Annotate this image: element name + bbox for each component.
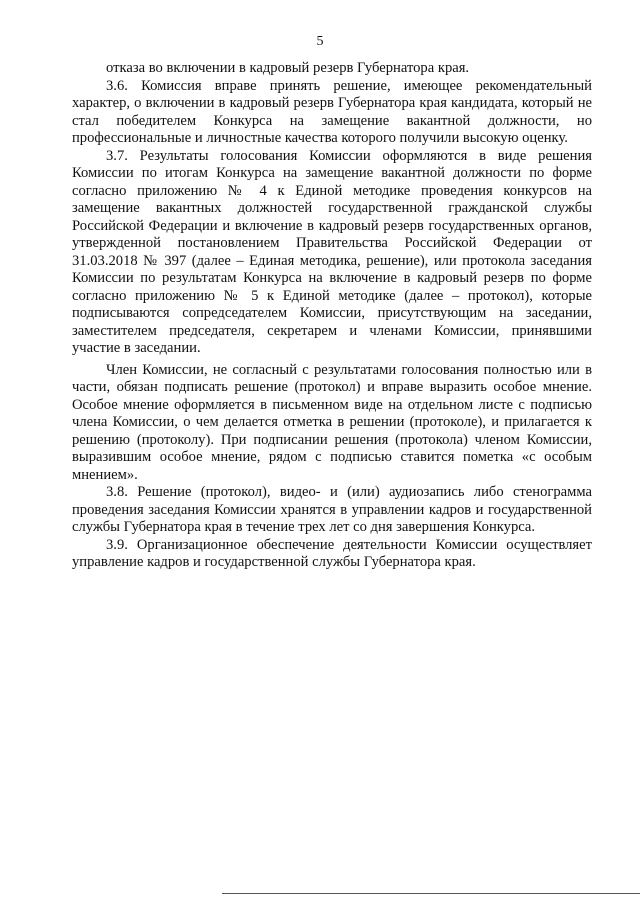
paragraph-continuation: отказа во включении в кадровый резерв Губернатора края.: [106, 60, 470, 76]
paragraph-3-7: 3.7. Результаты голосования Комиссии оформляются в виде решения Комиссии по итогам Конкурса на замещение вакантной должности по форме согласно приложению № 4 к Единой методике проведения конкурсов на замещение вакантных должностей государственной гражданской службы Российской Федерации и включение в кадровый резерв государственных органов, утвержденной постановлением Правительства Российской Федерации от 31.03.2018 № 397 (далее – Единая методика, решение), или протокола заседания Комиссии по результатам Конкурса на включение в кадровый резерв по форме согласно приложению № 5 к Единой методике (далее – протокол), которые подписываются сопредседателем Комиссии, присутствующим на заседании, заместителем председателя, секретарем и членами Комиссии, принявшими участие в заседании.: [72, 147, 592, 356]
paragraph-3-9: 3.9. Организационное обеспечение деятельности Комиссии осуществляет управление кадров и государственной службы Губернатора края.: [72, 536, 592, 570]
bottom-edge-line: [222, 893, 640, 894]
paragraph-3-6: 3.6. Комиссия вправе принять решение, имеющее рекомендательный характер, о включении в кадровый резерв Губернатора края кандидата, который не стал победителем Конкурса на замещение вакантной должности, но профессиональные и личностные качества которого получили высокую оценку.: [72, 77, 592, 146]
paragraph-3-8: 3.8. Решение (протокол), видео- и (или) аудиозапись либо стенограмма проведения заседания Комиссии хранятся в управлении кадров и государственной службы Губернатора края в течение трех лет со дня завершения Конкурса.: [72, 484, 592, 535]
page-number: 5: [316, 34, 324, 49]
document-body: [72, 60, 592, 572]
paragraph-dissent: Член Комиссии, не согласный с результатами голосования полностью или в части, обязан подписать решение (протокол) и вправе выразить особое мнение. Особое мнение оформляется в письменном виде на отдельном листе с подписью члена Комиссии, о чем делается отметка в решении (протоколе), и прилагается к решению (протоколу). При подписании решения (протокола) членом Комиссии, выразившим особое мнение, рядом с подписью ставится пометка «с особым мнением».: [72, 361, 592, 483]
